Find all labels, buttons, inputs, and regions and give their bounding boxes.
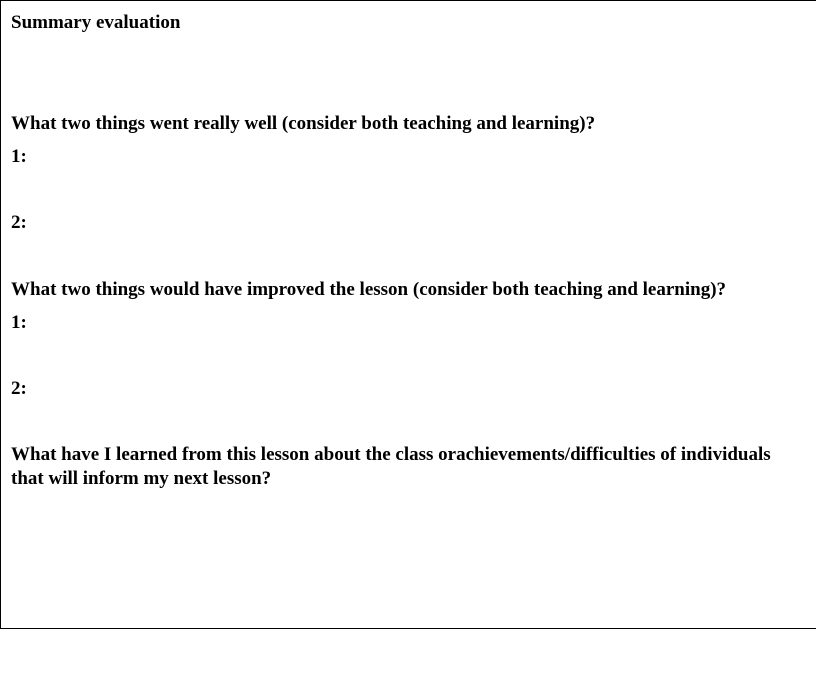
improvements-question: What two things would have improved the lesson (consider both teaching and learning)? [11, 279, 727, 300]
went-well-item-2-label: 2: [11, 212, 27, 233]
improvements-item-2-label: 2: [11, 378, 27, 399]
learned-question-line-2: that will inform my next lesson? [11, 468, 272, 489]
improvements-item-1-label: 1: [11, 312, 27, 333]
learned-question-line-1: What have I learned from this lesson about the class orachievements/difficulties of individuals [11, 444, 771, 465]
form-title: Summary evaluation [11, 12, 181, 33]
went-well-item-1-label: 1: [11, 146, 27, 167]
went-well-question: What two things went really well (consider both teaching and learning)? [11, 113, 596, 134]
